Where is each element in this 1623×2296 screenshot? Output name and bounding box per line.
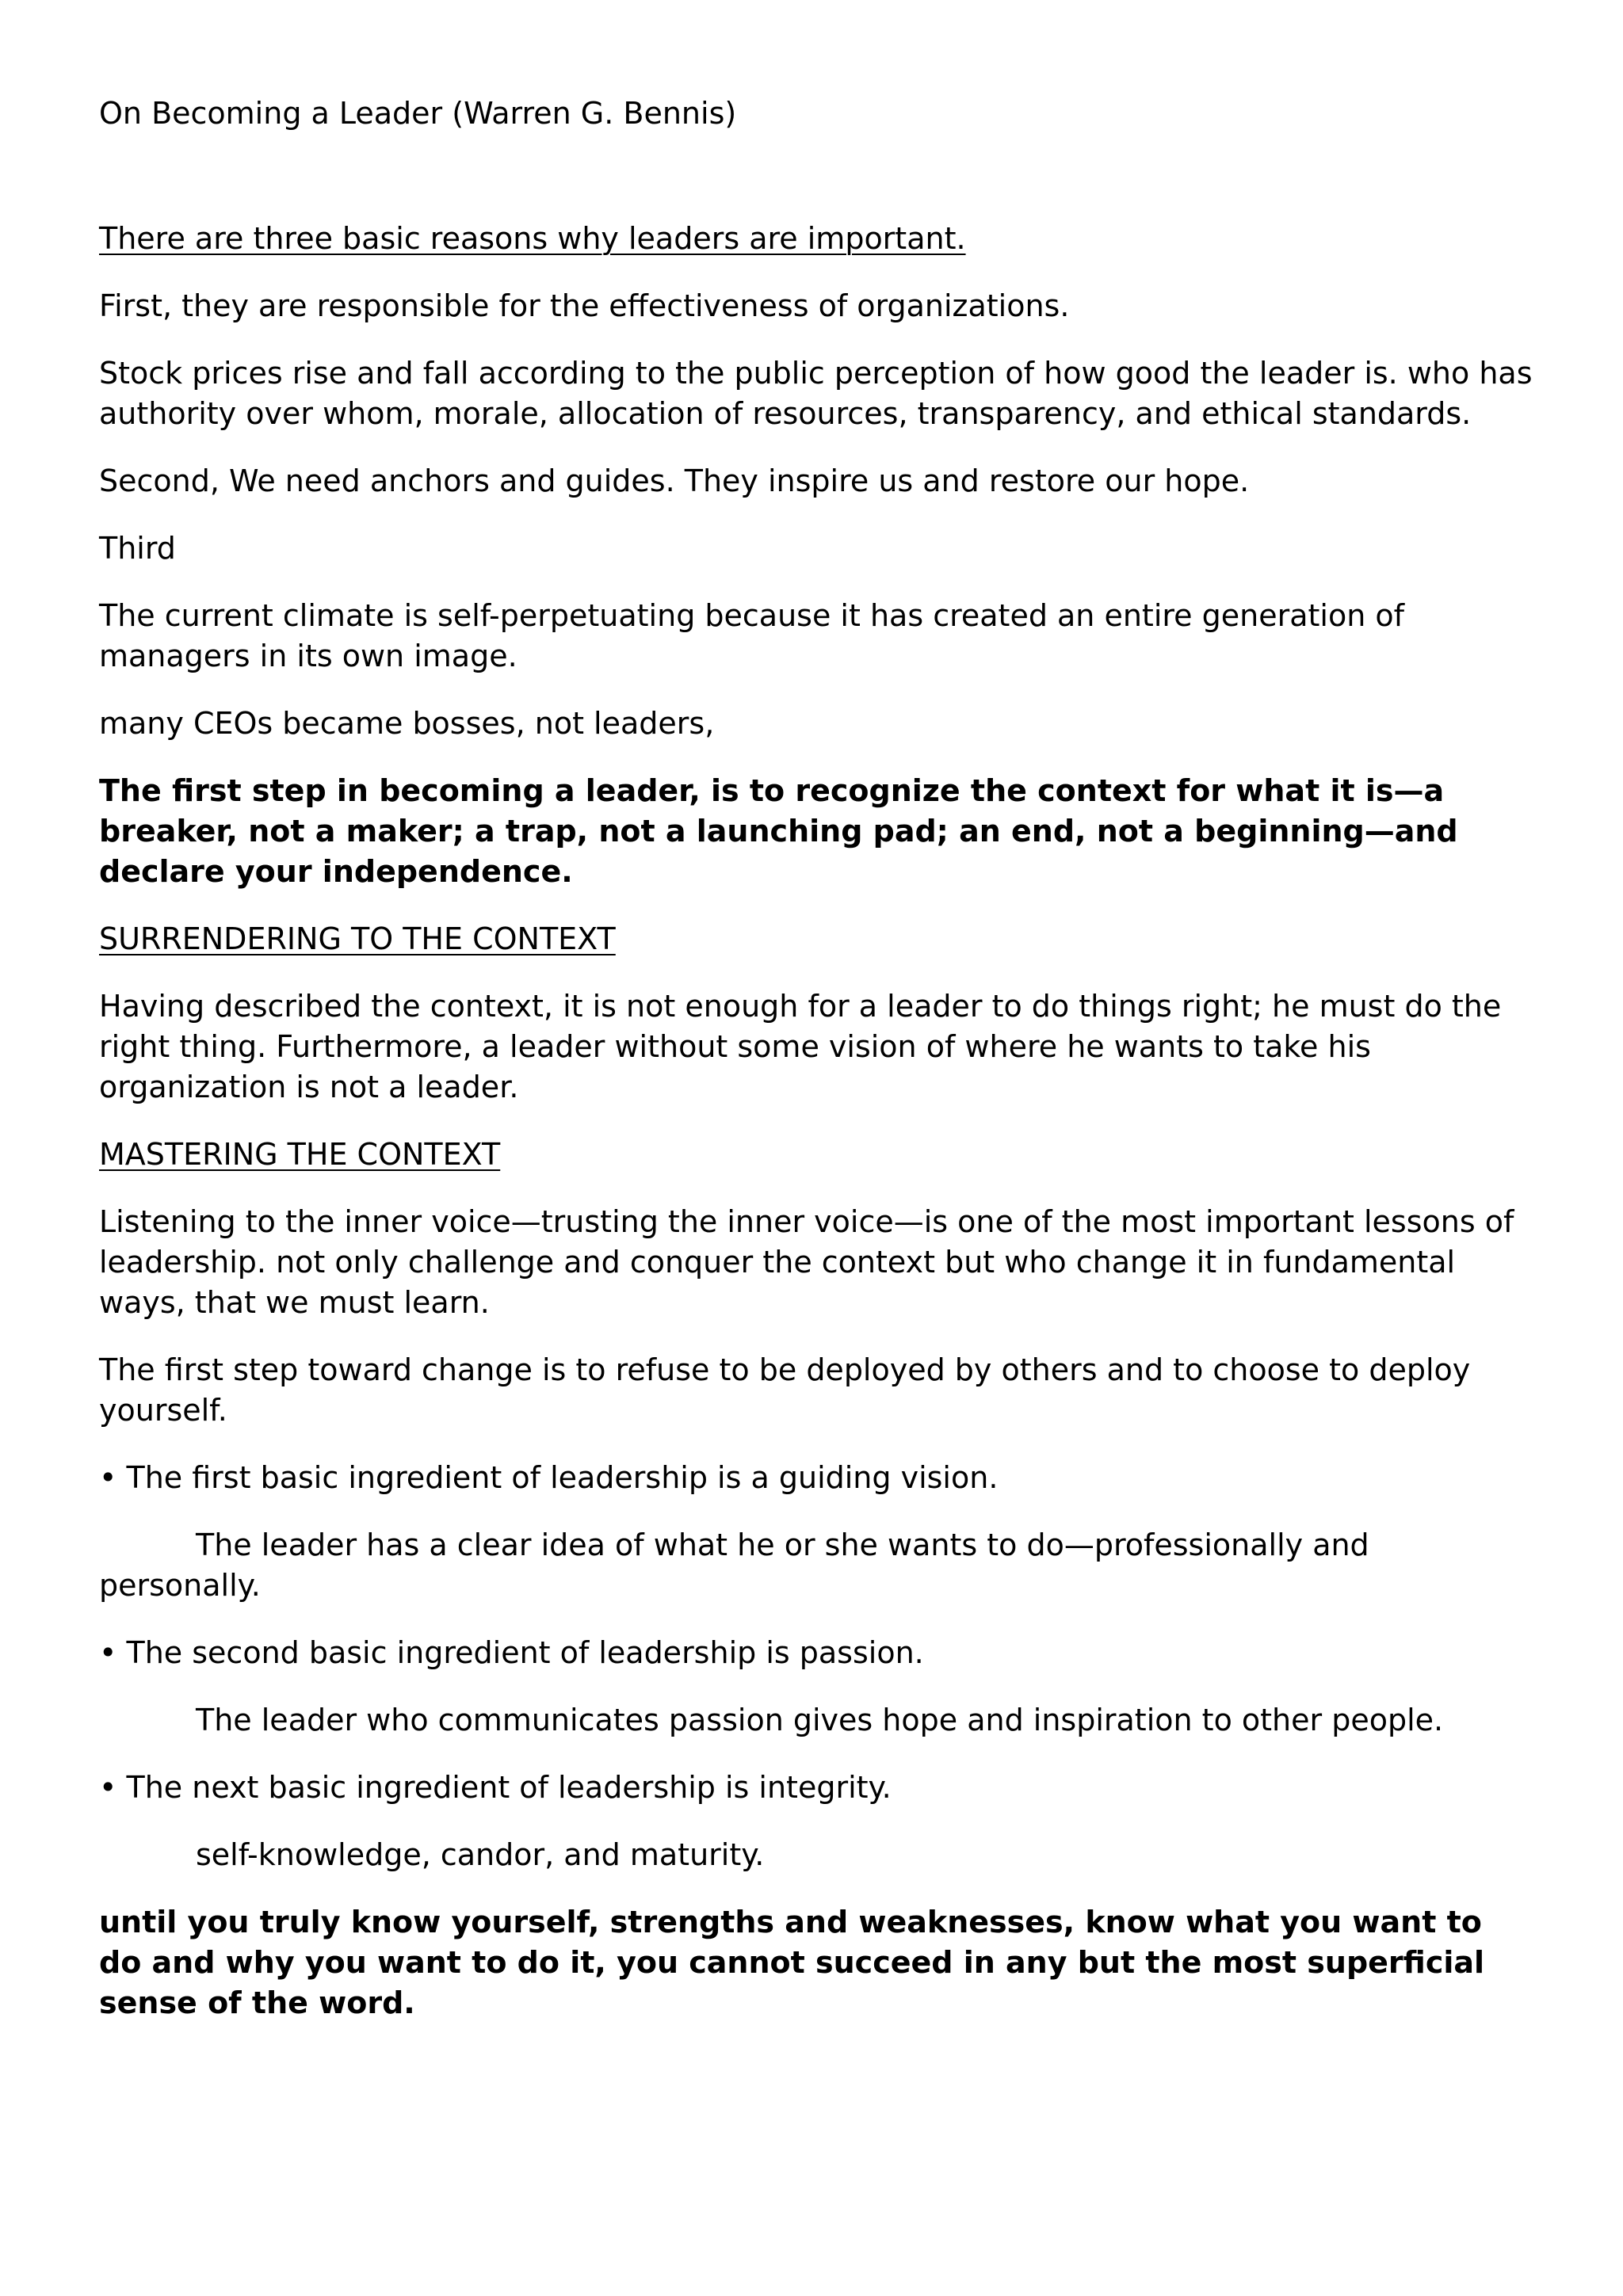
paragraph-second-reason: Second, We need anchors and guides. They inspire us and restore our hope. — [99, 463, 1250, 498]
section-heading-reasons: There are three basic reasons why leaders are important. — [99, 221, 966, 256]
document-title: On Becoming a Leader (Warren G. Bennis) — [99, 96, 737, 131]
paragraph-first-reason: First, they are responsible for the effectiveness of organizations. — [99, 288, 1070, 323]
section-heading-mastering: MASTERING THE CONTEXT — [99, 1137, 501, 1172]
paragraph-ceos-bosses: many CEOs became bosses, not leaders, — [99, 706, 715, 741]
paragraph-stock-prices: Stock prices rise and fall according to the public perception of how good the leader is. who has authority over whom, morale, allocation of resources, transparency, and ethical standards. — [99, 356, 1533, 431]
section-heading-surrendering: SURRENDERING TO THE CONTEXT — [99, 921, 616, 956]
paragraph-vision-detail: The leader has a clear idea of what he or she wants to do—professionally and personally. — [99, 1527, 1369, 1603]
paragraph-passion-detail: The leader who communicates passion gives hope and inspiration to other people. — [196, 1703, 1444, 1737]
paragraph-current-climate: The current climate is self-perpetuating because it has created an entire generation of managers in its own image. — [99, 598, 1405, 673]
document-body — [99, 93, 1533, 2050]
bullet-passion: • The second basic ingredient of leadership is passion. — [99, 1635, 924, 1670]
paragraph-context-described: Having described the context, it is not enough for a leader to do things right; he must do the right thing. Furthermore, a leader without some vision of where he wants to take his organization is not a leader. — [99, 989, 1502, 1104]
bullet-guiding-vision: • The first basic ingredient of leadership is a guiding vision. — [99, 1460, 999, 1495]
paragraph-integrity-detail: self-knowledge, candor, and maturity. — [196, 1837, 765, 1872]
paragraph-third-reason: Third — [99, 531, 176, 566]
paragraph-inner-voice: Listening to the inner voice—trusting the inner voice—is one of the most important lessons of leadership. not only challenge and conquer the context but who change it in fundamental ways, that we must learn. — [99, 1204, 1514, 1320]
paragraph-change-step: The first step toward change is to refuse to be deployed by others and to choose to deploy yourself. — [99, 1352, 1471, 1428]
bold-paragraph-know-yourself: until you truly know yourself, strengths and weaknesses, know what you want to do and why you want to do it, you cannot succeed in any but the most superficial sense of the word. — [99, 1905, 1485, 2020]
bold-paragraph-first-step: The first step in becoming a leader, is to recognize the context for what it is—a breaker, not a maker; a trap, not a launching pad; an end, not a beginning—and declare your independence. — [99, 773, 1458, 889]
bullet-integrity: • The next basic ingredient of leadership is integrity. — [99, 1770, 892, 1805]
